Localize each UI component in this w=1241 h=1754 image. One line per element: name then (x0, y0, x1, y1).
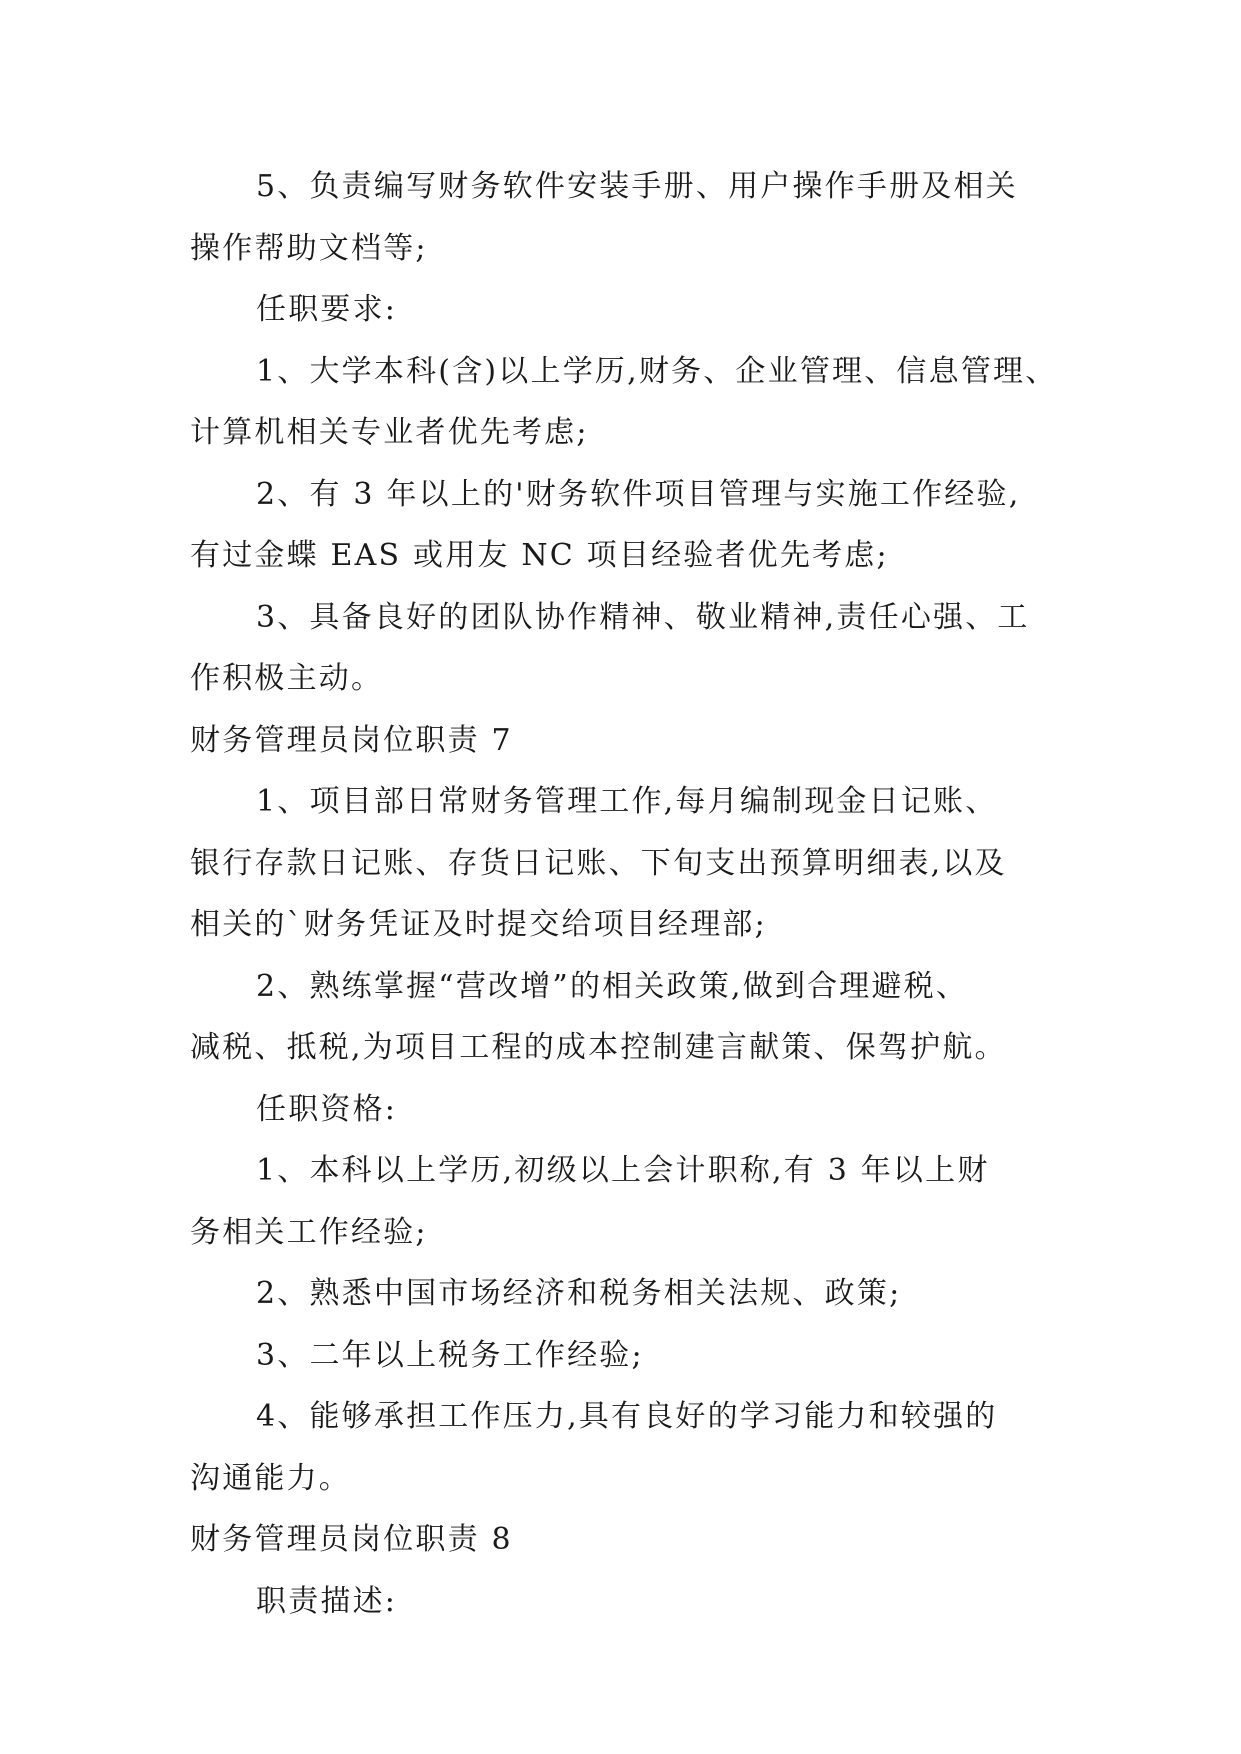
document-body (190, 156, 1070, 1632)
paragraph-line: 2、熟悉中国市场经济和税务相关法规、政策; (256, 1276, 902, 1311)
paragraph-line: 2、有 3 年以上的'财务软件项目管理与实施工作经验, (256, 476, 1021, 512)
paragraph-line: 相关的`财务凭证及时提交给项目经理部; (190, 907, 767, 942)
paragraph-line: 1、本科以上学历,初级以上会计职称,有 3 年以上财 (256, 1153, 990, 1188)
paragraph-line: 操作帮助文档等; (190, 230, 428, 266)
paragraph-line: 作积极主动。 (190, 661, 384, 696)
paragraph-line: 3、二年以上税务工作经验; (256, 1337, 644, 1373)
paragraph-line: 4、能够承担工作压力,具有良好的学习能力和较强的 (256, 1399, 998, 1434)
paragraph-line: 2、熟练掌握“营改增”的相关政策,做到合理避税、 (256, 968, 969, 1004)
section-heading: 财务管理员岗位职责 7 (190, 722, 513, 758)
paragraph-line: 3、具备良好的团队协作精神、敬业精神,责任心强、工 (256, 599, 1030, 635)
section-label: 任职要求: (256, 292, 398, 327)
section-heading: 财务管理员岗位职责 8 (190, 1522, 513, 1557)
paragraph-line: 务相关工作经验; (190, 1214, 428, 1250)
paragraph-line: 银行存款日记账、存货日记账、下旬支出预算明细表,以及 (190, 845, 1007, 881)
section-label: 职责描述: (256, 1583, 398, 1619)
section-label: 任职资格: (256, 1091, 398, 1127)
paragraph-line: 沟通能力。 (190, 1460, 351, 1496)
paragraph-line: 1、项目部日常财务管理工作,每月编制现金日记账、 (256, 784, 998, 819)
paragraph-line: 减税、抵税,为项目工程的成本控制建言献策、保驾护航。 (190, 1030, 1007, 1065)
paragraph-line: 5、负责编写财务软件安装手册、用户操作手册及相关 (256, 169, 1018, 204)
paragraph-line: 有过金蝶 EAS 或用友 NC 项目经验者优先考虑; (190, 538, 889, 573)
paragraph-line: 计算机相关专业者优先考虑; (190, 415, 589, 450)
paragraph-line: 1、大学本科(含)以上学历,财务、企业管理、信息管理、 (256, 353, 1058, 389)
